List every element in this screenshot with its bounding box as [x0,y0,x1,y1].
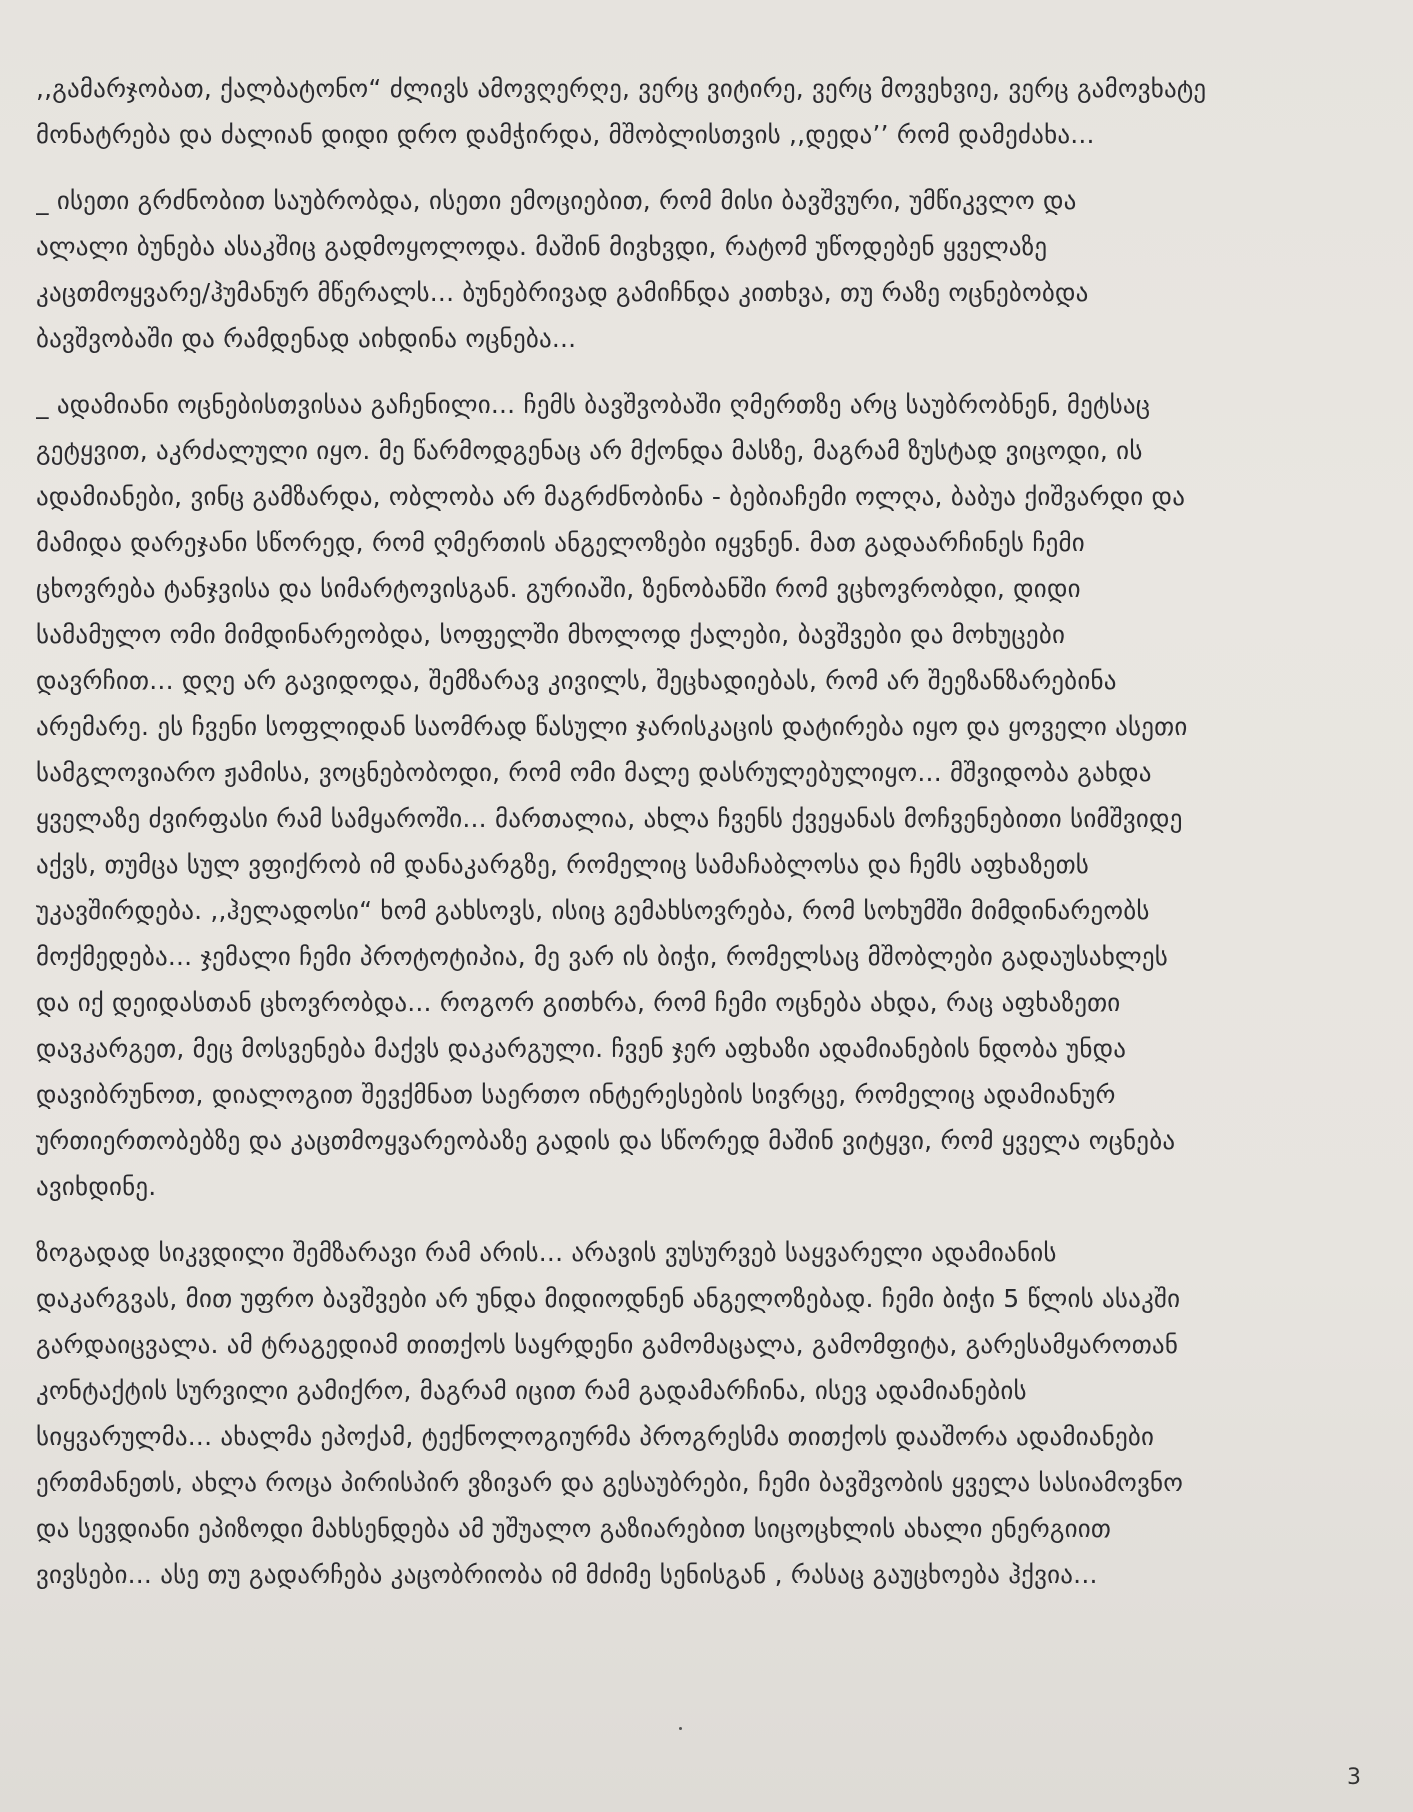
text-line: მოქმედება... ჯემალი ჩემი პროტოტიპია, მე ვარ ის ბიჭი, რომელსაც მშობლები გადაუსახლეს [36,942,1169,971]
text-line: სიყვარულმა... ახალმა ეპოქამ, ტექნოლოგიურმა პროგრესმა თითქოს დააშორა ადამიანები [36,1422,1155,1451]
text-line: ,,გამარჯობათ, ქალბატონო“ ძლივს ამოვღერღე, ვერც ვიტირე, ვერც მოვეხვიე, ვერც გამოვხატე [36,74,1207,103]
text-line: _ ისეთი გრძნობით საუბრობდა, ისეთი ემოციებით, რომ მისი ბავშვური, უმწიკვლო და [36,186,1077,215]
text-line: კონტაქტის სურვილი გამიქრო, მაგრამ იცით რამ გადამარჩინა, ისევ ადამიანების [36,1376,1027,1405]
paragraph [36,178,1381,362]
text-line: არემარე. ეს ჩვენი სოფლიდან საომრად წასული ჯარისკაცის დატირება იყო და ყოველი ასეთი [36,712,1188,741]
text-line: გეტყვით, აკრძალული იყო. მე წარმოდგენაც არ მქონდა მასზე, მაგრამ ზუსტად ვიცოდი, ის [36,436,1143,465]
paragraph [36,382,1381,1210]
text-line: მონატრება და ძალიან დიდი დრო დამჭირდა, მშობლისთვის ,,დედა’’ რომ დამეძახა... [36,120,1095,149]
text-line: ადამიანები, ვინც გამზარდა, ობლობა არ მაგრძნობინა - ბებიაჩემი ოლღა, ბაბუა ქიშვარდი და [36,482,1186,511]
text-line: დაკარგვას, მით უფრო ბავშვები არ უნდა მიდიოდნენ ანგელოზებად. ჩემი ბიჭი 5 წლის ასაკში [36,1284,1181,1313]
text-line: დავიბრუნოთ, დიალოგით შევქმნათ საერთო ინტერესების სივრცე, რომელიც ადამიანურ [36,1080,1116,1109]
text-line: სამგლოვიარო ჟამისა, ვოცნებობოდი, რომ ომი მალე დასრულებულიყო... მშვიდობა გახდა [36,758,1152,787]
body-text [36,66,1381,1618]
text-line: და იქ დეიდასთან ცხოვრობდა... როგორ გითხრა, რომ ჩემი ოცნება ახდა, რაც აფხაზეთი [36,988,1121,1017]
text-line: ერთმანეთს, ახლა როცა პირისპირ ვზივარ და გესაუბრები, ჩემი ბავშვობის ყველა სასიამოვნო [36,1468,1184,1497]
paragraph [36,1230,1381,1598]
text-line: სამამულო ომი მიმდინარეობდა, სოფელში მხოლოდ ქალები, ბავშვები და მოხუცები [36,620,1066,649]
text-line: ალალი ბუნება ასაკშიც გადმოყოლოდა. მაშინ მივხვდი, რატომ უწოდებენ ყველაზე [36,232,1048,261]
page-number: 3 [1347,1765,1361,1790]
text-line: აქვს, თუმცა სულ ვფიქრობ იმ დანაკარგზე, რომელიც სამაჩაბლოსა და ჩემს აფხაზეთს [36,850,1090,879]
text-line: ვივსები... ასე თუ გადარჩება კაცობრიობა იმ მძიმე სენისგან , რასაც გაუცხოება ჰქვია... [36,1560,1098,1589]
text-line: კაცთმოყვარე/ჰუმანურ მწერალს... ბუნებრივად გამიჩნდა კითხვა, თუ რაზე ოცნებობდა [36,278,1089,307]
text-line: ავიხდინე. [36,1172,157,1201]
text-line: დავკარგეთ, მეც მოსვენება მაქვს დაკარგული. ჩვენ ჯერ აფხაზი ადამიანების ნდობა უნდა [36,1034,1127,1063]
paragraph [36,66,1381,158]
text-line: დავრჩით... დღე არ გავიდოდა, შემზარავ კივილს, შეცხადიებას, რომ არ შეეზანზარებინა [36,666,1117,695]
text-line: გარდაიცვალა. ამ ტრაგედიამ თითქოს საყრდენი გამომაცალა, გამომფიტა, გარესამყაროთან [36,1330,1179,1359]
text-line: მამიდა დარეჯანი სწორედ, რომ ღმერთის ანგელოზები იყვნენ. მათ გადაარჩინეს ჩემი [36,528,1085,557]
text-line: და სევდიანი ეპიზოდი მახსენდება ამ უშუალო გაზიარებით სიცოცხლის ახალი ენერგიით [36,1514,1112,1543]
text-line: ზოგადად სიკვდილი შემზარავი რამ არის... არავის ვუსურვებ საყვარელი ადამიანის [36,1238,1057,1267]
text-line: ურთიერთობებზე და კაცთმოყვარეობაზე გადის და სწორედ მაშინ ვიტყვი, რომ ყველა ოცნება [36,1126,1176,1155]
text-line: ბავშვობაში და რამდენად აიხდინა ოცნება... [36,324,577,353]
text-line: ყველაზე ძვირფასი რამ სამყაროში... მართალია, ახლა ჩვენს ქვეყანას მოჩვენებითი სიმშვიდე [36,804,1183,833]
text-line: ცხოვრება ტანჯვისა და სიმარტოვისგან. გურიაში, ზენობანში რომ ვცხოვრობდი, დიდი [36,574,1081,603]
text-line: _ ადამიანი ოცნებისთვისაა გაჩენილი... ჩემს ბავშვობაში ღმერთზე არც საუბრობნენ, მეტსაც [36,390,1151,419]
paper-speck [679,1727,682,1730]
text-line: უკავშირდება. ,,ჰელადოსი“ ხომ გახსოვს, ისიც გემახსოვრება, რომ სოხუმში მიმდინარეობს [36,896,1150,925]
